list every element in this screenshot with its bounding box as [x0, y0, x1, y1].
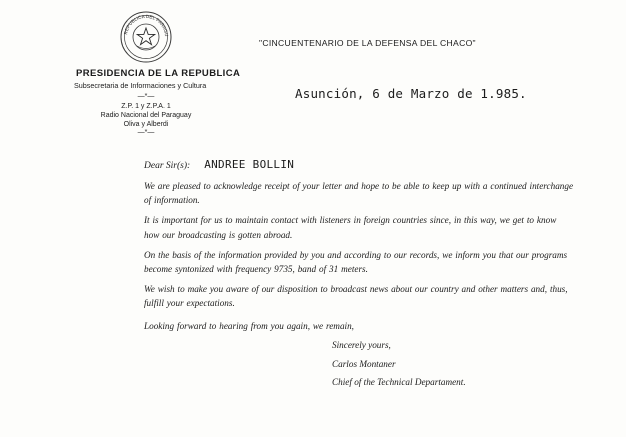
body-paragraph-4: We wish to make you aware of our disposition to broadcast news about our country and other matters and, thus, fulfill your expectations. — [144, 284, 568, 309]
signer-title: Chief of the Technical Departament. — [332, 377, 466, 388]
salutation-label: Dear Sir(s): — [144, 161, 191, 171]
salutation — [144, 155, 294, 173]
closing-line: Looking forward to hearing from you again, we remain, — [144, 320, 354, 331]
signature-block — [332, 336, 466, 392]
dateline: Asunción, 6 de Marzo de 1.985. — [295, 86, 527, 101]
station-address: Oliva y Alberdi — [123, 121, 169, 128]
seal-text: REPUBLICA DEL PARAGU — [123, 13, 170, 37]
office-title: PRESIDENCIA DE LA REPUBLICA — [76, 68, 241, 79]
body-paragraph-1: We are pleased to acknowledge receipt of your letter and hope to be able to keep up with a continued interchange of information. — [144, 181, 574, 206]
complimentary-close: Sincerely yours, — [332, 340, 391, 350]
office-subtitle: Subsecretaria de Informaciones y Cultura — [74, 81, 207, 90]
signer-name: Carlos Montaner — [332, 358, 396, 369]
letter-body — [144, 179, 574, 339]
body-paragraph-2: It is important for us to maintain contact with listeners in foreign countries since, in this way, we get to know how our broadcasting is gotten abroad. — [144, 215, 557, 240]
zone-line: Z.P. 1 y Z.P.A. 1 — [121, 103, 171, 110]
body-paragraph-3: On the basis of the information provided by you and according to our records, we inform you that our programs become syntonized with frequency 9735, band of 31 meters. — [144, 249, 568, 275]
letterhead-divider: —*— — [137, 93, 155, 100]
motto-heading: "CINCUENTENARIO DE LA DEFENSA DEL CHACO" — [259, 38, 476, 48]
station-name: Radio Nacional del Paraguay — [100, 112, 192, 119]
letterhead-divider-bottom: —*— — [137, 129, 155, 136]
recipient-name: ANDREE BOLLIN — [204, 158, 295, 171]
national-seal-icon — [119, 10, 173, 64]
